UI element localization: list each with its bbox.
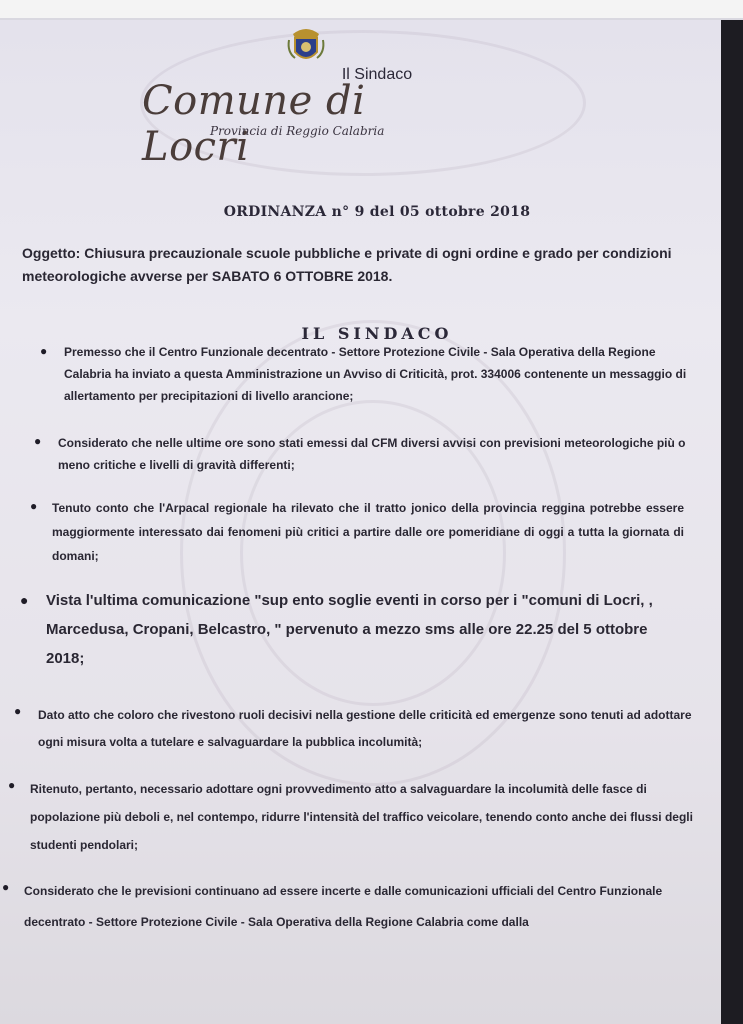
bullet: ● bbox=[40, 344, 48, 358]
municipality-name: Comune di Locri bbox=[142, 78, 366, 170]
subject-text: Oggetto: Chiusura precauzionale scuole pubbliche e private di ogni ordine e grado per condizioni meteorologiche avverse per SABATO 6 OTTOBRE 2018. bbox=[22, 245, 672, 284]
ordinance-title: ORDINANZA n° 9 del 05 ottobre 2018 bbox=[223, 204, 531, 220]
municipal-crest-icon bbox=[283, 22, 329, 66]
bullet: ● bbox=[20, 592, 29, 608]
province-name: Provincia di Reggio Calabria bbox=[210, 124, 385, 138]
bullet: ● bbox=[8, 778, 16, 792]
top-strip bbox=[0, 0, 743, 18]
background-edge bbox=[721, 20, 743, 1024]
document-sheet: Il Sindaco Comune di Locri Provincia di Reggio Calabria ORDINANZA n° 9 del 05 ottobre 2018 Oggetto: Chiusura precauzionale scuole pubbliche e private di ogni ordine e grado per condizioni meteorologiche avverse per SABATO 6 OTTOBRE 2018. IL SINDACO ● Premesso che il Centro Funzionale decentrato - Settore Protezione Civile - Sala Operativa della Regione Calabria ha inviato a questa Amministrazione un Avviso di Criticità, prot. 334006 contenente un messaggio di allertamento per precipitazioni di livello arancione; ● Considerato che nelle ultime ore sono stati emessi dal CFM diversi avvisi con previsioni meteorologiche più o meno critiche e livelli di gravità differenti; ● Tenuto conto che l'Arpacal regionale ha rilevato che il tratto jonico della provincia reggina potrebbe essere maggiormente interessato dai fenomeni più critici a partire dalle ore pomeridiane di oggi a tutta la giornata di domani; ● Vista l'ultima comunicazione "sup ento soglie eventi in corso per i "comuni di Locri, , Marcedusa, Cropani, Belcastro, " pervenuto a mezzo sms alle ore 22.25 del 5 ottobre 2018; ● Dato atto che coloro che rivestono ruoli decisivi nella gestione delle criticità ed emergenze sono tenuti ad adottare ogni misura volta a tutelare e salvaguardare la pubblica incolumità; ● Ritenuto, pertanto, necessario adottare ogni provvedimento atto a salvaguardare la incolumità delle fasce di popolazione più deboli e, nel contempo, ridurre l'intensità del traffico veicolare, tenendo conto anche dei flussi degli studenti pendolari; ● Considerato che le previsioni continuano ad essere incerte e dalle comunicazioni ufficiali del Centro Funzionale decentrato - Settore Protezione Civile - Sala Operativa della Regione Calabria come dalla bbox=[0, 20, 724, 1024]
bullet: ● bbox=[2, 880, 10, 894]
bullet: ● bbox=[30, 499, 38, 513]
office-label: Il Sindaco bbox=[341, 66, 413, 83]
bullet: ● bbox=[14, 704, 22, 718]
bullet: ● bbox=[34, 434, 42, 448]
section-title: IL SINDACO bbox=[301, 324, 453, 343]
